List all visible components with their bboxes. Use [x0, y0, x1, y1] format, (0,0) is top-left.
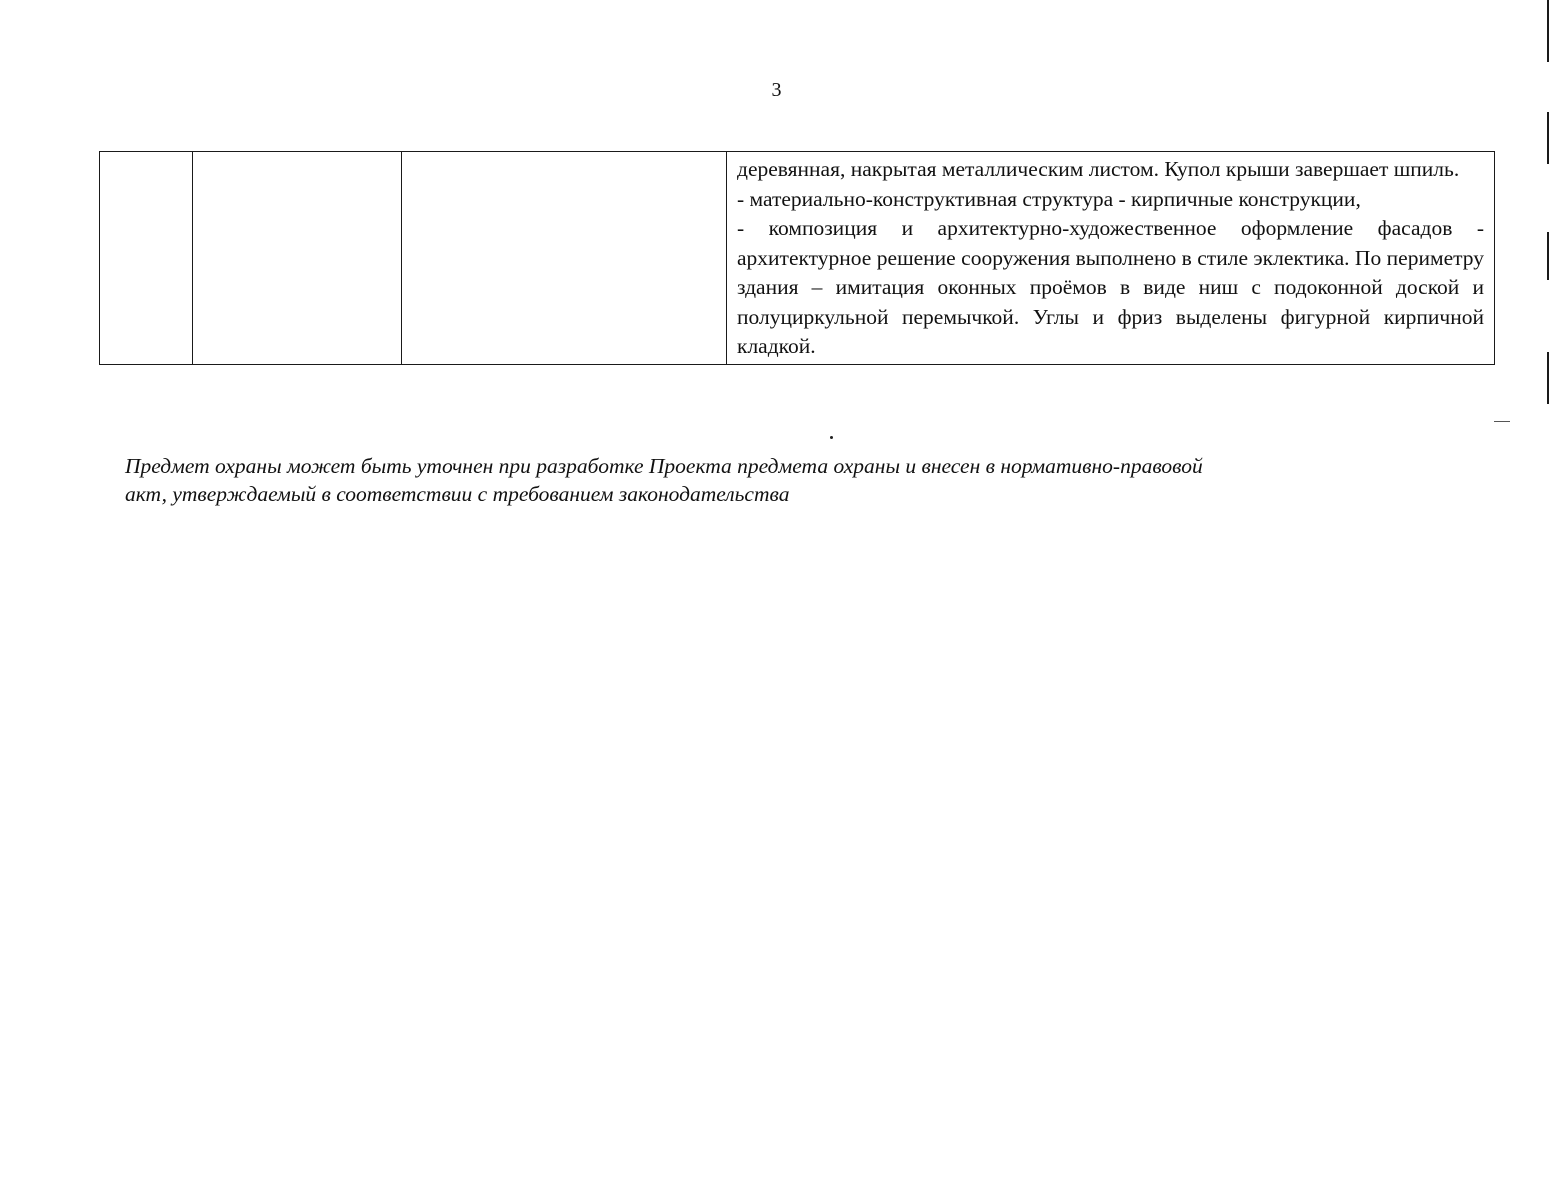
table-cell-number — [100, 152, 193, 365]
scan-margin-mark — [1547, 352, 1549, 404]
table-cell-name — [193, 152, 402, 365]
scan-margin-mark — [1547, 112, 1549, 164]
scan-speck — [830, 436, 833, 439]
note-line-1: Предмет охраны может быть уточнен при разработке Проекта предмета охраны и внесен в нормативно-правовой — [125, 454, 1203, 478]
scan-edge-line — [1494, 421, 1510, 422]
table-row — [100, 152, 1495, 365]
description-paragraph-structure: - материально-конструктивная структура - кирпичные конструкции, — [737, 186, 1361, 211]
scan-margin-mark — [1547, 232, 1549, 280]
description-paragraph-facades: - композиция и архитектурно-художественное оформление фасадов - архитектурное решение сооружения выполнено в стиле эклектика. По периметру здания – имитация оконных проёмов в виде ниш с подоконной доской и полуциркульной перемычкой. Углы и фриз выделены фигурной кирпичной кладкой. — [737, 216, 1484, 358]
scan-margin-mark — [1547, 0, 1549, 62]
note-line-2: акт, утверждаемый в соответствии с требованием законодательства — [125, 482, 790, 506]
table-cell-location — [402, 152, 727, 365]
protection-note — [125, 452, 1425, 508]
protection-subject-table — [99, 151, 1495, 365]
description-paragraph-roof: деревянная, накрытая металлическим листом. Купол крыши завершает шпиль. — [737, 157, 1460, 181]
table-cell-description — [727, 152, 1495, 365]
page-number: 3 — [771, 79, 782, 101]
